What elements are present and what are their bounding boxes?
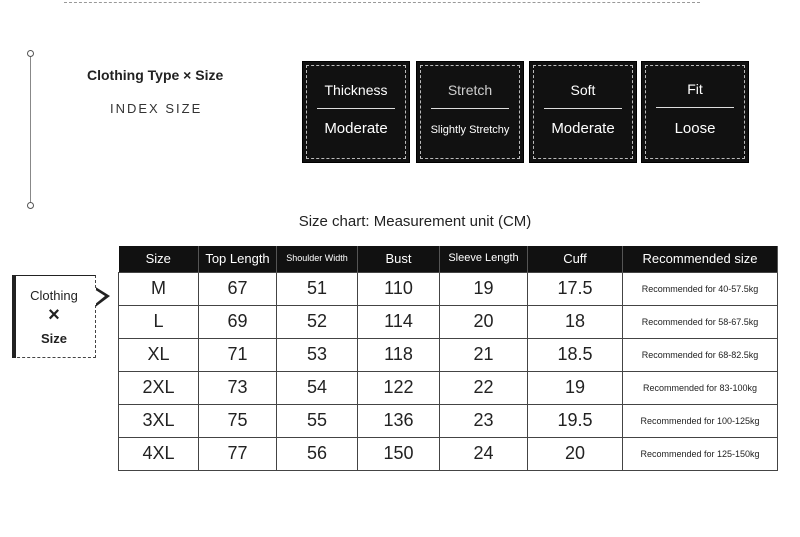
attr-name: Soft <box>570 82 596 98</box>
cell-shoulder-width: 51 <box>277 272 358 305</box>
cell-size: 2XL <box>119 371 199 404</box>
size-table <box>118 246 778 471</box>
cell-bust: 122 <box>358 371 440 404</box>
attr-name: Fit <box>687 81 703 97</box>
cell-cuff: 19 <box>528 371 623 404</box>
table-row <box>119 437 778 470</box>
index-size-label: INDEX SIZE <box>110 101 203 116</box>
attr-value: Moderate <box>551 120 615 137</box>
attr-name: Stretch <box>447 82 493 98</box>
attr-card-dashed-border <box>306 65 406 159</box>
table-header-row <box>119 246 778 272</box>
cell-sleeve-length: 19 <box>440 272 528 305</box>
cell-cuff: 19.5 <box>528 404 623 437</box>
attr-separator <box>317 108 395 109</box>
bubble-top-text: Clothing <box>30 288 78 303</box>
header-top-length: Top Length <box>199 246 277 272</box>
attr-name: Thickness <box>324 82 388 98</box>
cell-shoulder-width: 55 <box>277 404 358 437</box>
table-row <box>119 272 778 305</box>
cell-recommended: Recommended for 83-100kg <box>623 371 778 404</box>
attr-card-stretch <box>416 61 524 163</box>
attr-card-thickness <box>302 61 410 163</box>
header-bust: Bust <box>358 246 440 272</box>
bubble-shadow <box>12 275 16 358</box>
cell-cuff: 17.5 <box>528 272 623 305</box>
cell-bust: 118 <box>358 338 440 371</box>
cell-size: M <box>119 272 199 305</box>
attr-card-dashed-border <box>533 65 633 159</box>
clothing-type-title: Clothing Type × Size <box>87 67 224 83</box>
cell-shoulder-width: 54 <box>277 371 358 404</box>
cell-cuff: 18.5 <box>528 338 623 371</box>
attr-separator <box>431 108 509 109</box>
bubble-tail-inner <box>94 289 105 305</box>
cell-shoulder-width: 56 <box>277 437 358 470</box>
cell-size: XL <box>119 338 199 371</box>
table-row <box>119 404 778 437</box>
bubble-bottom-text: Size <box>40 331 67 346</box>
decor-dot-bottom <box>27 202 34 209</box>
cell-size: 4XL <box>119 437 199 470</box>
table-row <box>119 305 778 338</box>
header-sleeve-length: Sleeve Length <box>440 246 528 272</box>
cell-bust: 150 <box>358 437 440 470</box>
cell-top-length: 75 <box>199 404 277 437</box>
cell-top-length: 69 <box>199 305 277 338</box>
cell-bust: 114 <box>358 305 440 338</box>
cell-sleeve-length: 23 <box>440 404 528 437</box>
cell-top-length: 67 <box>199 272 277 305</box>
cell-recommended: Recommended for 40-57.5kg <box>623 272 778 305</box>
table-row <box>119 338 778 371</box>
header-size: Size <box>119 246 199 272</box>
times-icon: × <box>48 304 60 326</box>
cell-recommended: Recommended for 125-150kg <box>623 437 778 470</box>
cell-top-length: 71 <box>199 338 277 371</box>
attr-card-dashed-border <box>645 65 745 159</box>
vertical-decor-line <box>30 53 31 206</box>
cell-sleeve-length: 20 <box>440 305 528 338</box>
attr-card-dashed-border <box>420 65 520 159</box>
attr-card-soft <box>529 61 637 163</box>
cell-sleeve-length: 24 <box>440 437 528 470</box>
header-recommended-size: Recommended size <box>623 246 778 272</box>
cell-sleeve-length: 21 <box>440 338 528 371</box>
cell-sleeve-length: 22 <box>440 371 528 404</box>
attr-value: Loose <box>674 120 716 137</box>
size-chart-title: Size chart: Measurement unit (CM) <box>298 213 532 230</box>
header-shoulder-width: Shoulder Width <box>277 246 358 272</box>
header-cuff: Cuff <box>528 246 623 272</box>
attr-separator <box>656 107 734 108</box>
cell-cuff: 20 <box>528 437 623 470</box>
attr-card-fit <box>641 61 749 163</box>
attr-value: Moderate <box>324 120 388 137</box>
table-row <box>119 371 778 404</box>
cell-cuff: 18 <box>528 305 623 338</box>
decor-dot-top <box>27 50 34 57</box>
attr-value: Slightly Stretchy <box>430 124 510 136</box>
cell-bust: 110 <box>358 272 440 305</box>
cell-recommended: Recommended for 58-67.5kg <box>623 305 778 338</box>
attr-separator <box>544 108 622 109</box>
cell-shoulder-width: 52 <box>277 305 358 338</box>
cell-size: 3XL <box>119 404 199 437</box>
top-dashed-divider <box>64 2 700 3</box>
cell-bust: 136 <box>358 404 440 437</box>
cell-recommended: Recommended for 100-125kg <box>623 404 778 437</box>
cell-size: L <box>119 305 199 338</box>
clothing-size-bubble <box>12 275 96 358</box>
cell-shoulder-width: 53 <box>277 338 358 371</box>
cell-top-length: 77 <box>199 437 277 470</box>
cell-top-length: 73 <box>199 371 277 404</box>
cell-recommended: Recommended for 68-82.5kg <box>623 338 778 371</box>
